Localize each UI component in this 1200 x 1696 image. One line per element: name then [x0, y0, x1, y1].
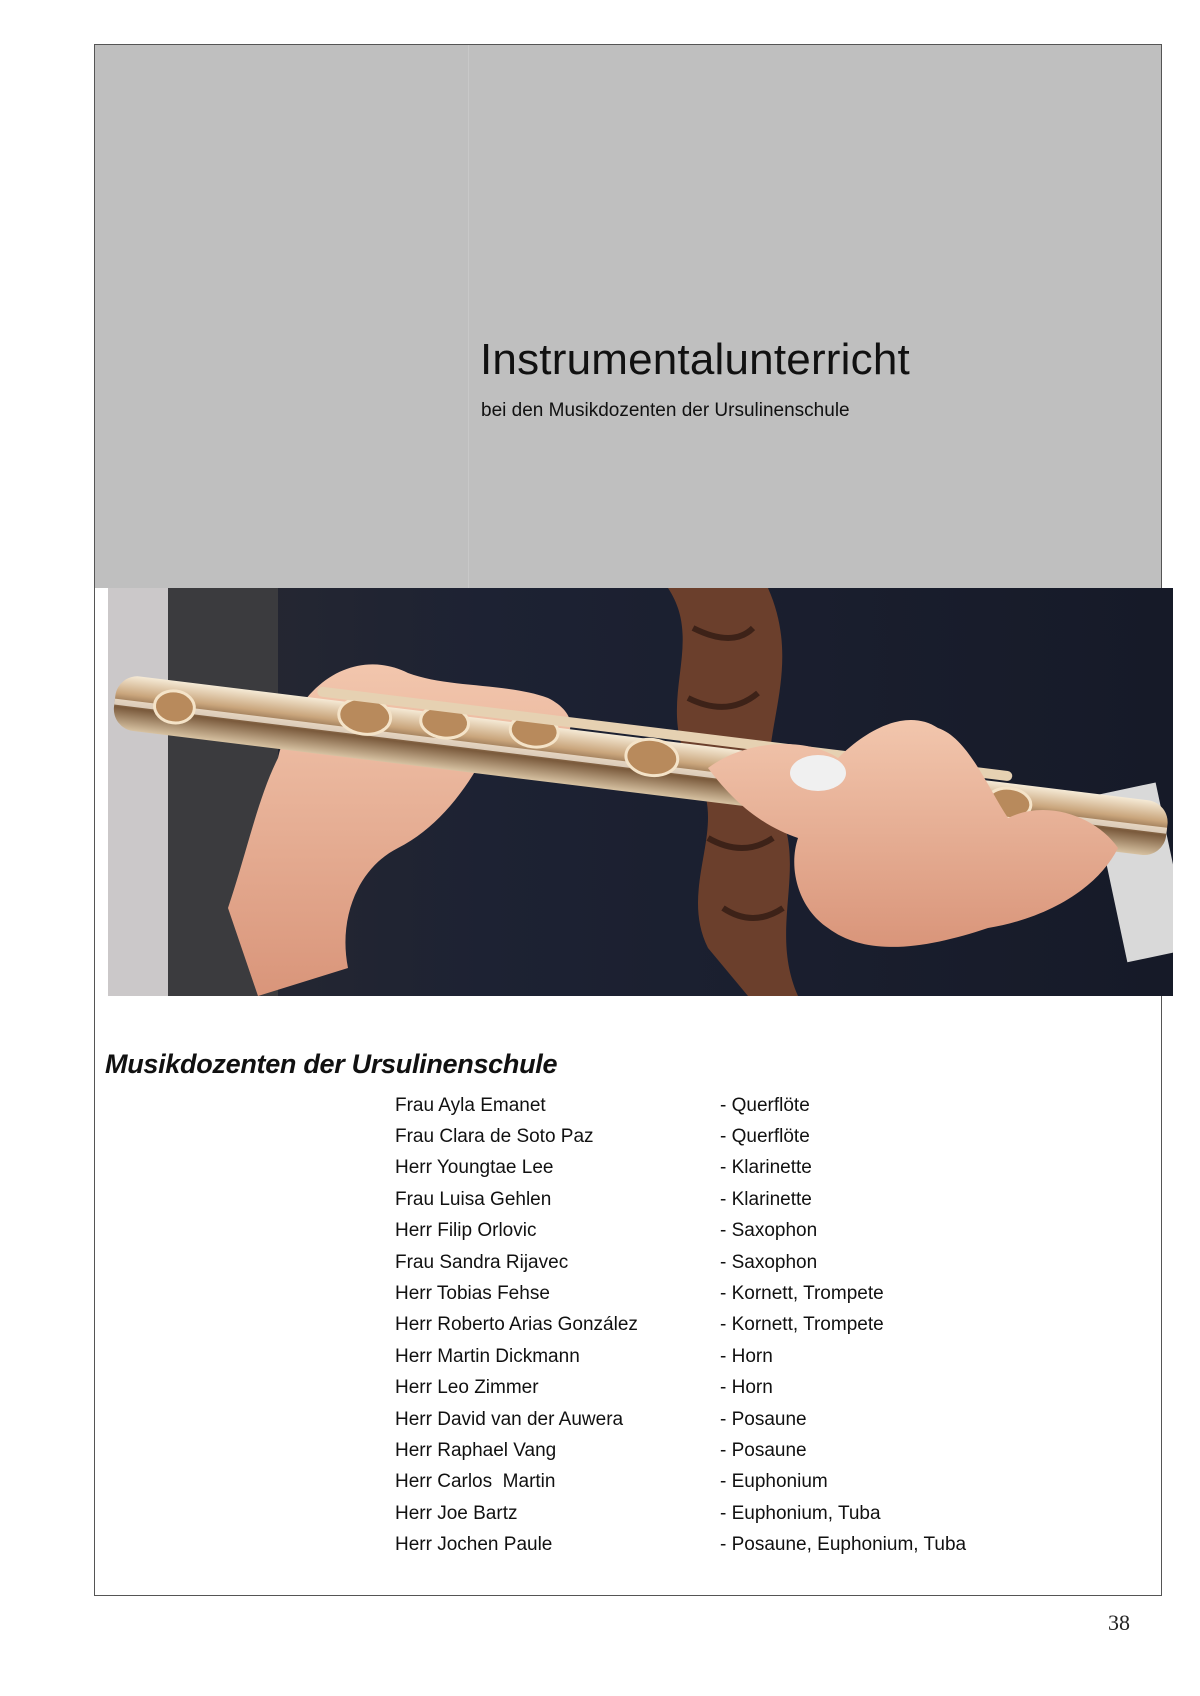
teacher-name: Herr Youngtae Lee [395, 1157, 554, 1179]
teacher-name: Frau Sandra Rijavec [395, 1251, 569, 1273]
teacher-instrument: - Horn [720, 1345, 773, 1367]
page-title: Instrumentalunterricht [480, 335, 910, 384]
list-item [395, 1529, 1075, 1560]
list-item [395, 1373, 1075, 1404]
list-item [395, 1121, 1075, 1152]
teacher-name: Frau Clara de Soto Paz [395, 1126, 594, 1148]
teacher-instrument: - Kornett, Trompete [720, 1283, 884, 1305]
hero-banner [95, 45, 1161, 588]
teacher-instrument: - Horn [720, 1377, 773, 1399]
list-item [395, 1153, 1075, 1184]
teacher-name: Herr Tobias Fehse [395, 1283, 550, 1305]
flute-photo [108, 588, 1173, 996]
teacher-instrument: - Saxophon [720, 1220, 818, 1242]
list-item [395, 1216, 1075, 1247]
section-heading: Musikdozenten der Ursulinenschule [105, 1049, 558, 1079]
teacher-instrument: - Querflöte [720, 1126, 810, 1148]
list-item [395, 1341, 1075, 1372]
teacher-name: Herr Carlos Martin [395, 1471, 556, 1493]
teacher-name: Frau Luisa Gehlen [395, 1188, 552, 1210]
teacher-instrument: - Saxophon [720, 1251, 818, 1273]
teacher-instrument: - Posaune, Euphonium, Tuba [720, 1534, 967, 1556]
page-number: 38 [1108, 1610, 1130, 1635]
teacher-instrument: - Klarinette [720, 1188, 812, 1210]
teacher-instrument: - Euphonium [720, 1471, 828, 1493]
teacher-instrument: - Posaune [720, 1408, 807, 1430]
list-item [395, 1467, 1075, 1498]
teacher-name: Herr Jochen Paule [395, 1534, 553, 1556]
list-item [395, 1498, 1075, 1529]
teacher-name: Herr David van der Auwera [395, 1408, 624, 1430]
teacher-name: Frau Ayla Emanet [395, 1094, 546, 1116]
teacher-list [395, 1090, 1075, 1561]
list-item [395, 1090, 1075, 1121]
teacher-instrument: - Kornett, Trompete [720, 1314, 884, 1336]
list-item [395, 1435, 1075, 1466]
teacher-instrument: - Euphonium, Tuba [720, 1502, 881, 1524]
list-item [395, 1278, 1075, 1309]
teacher-instrument: - Klarinette [720, 1157, 812, 1179]
page-frame [94, 44, 1162, 1596]
hero-divider [468, 45, 469, 588]
teacher-instrument: - Posaune [720, 1439, 807, 1461]
list-item [395, 1310, 1075, 1341]
teacher-name: Herr Leo Zimmer [395, 1377, 539, 1399]
list-item [395, 1184, 1075, 1215]
teacher-name: Herr Joe Bartz [395, 1502, 518, 1524]
teacher-name: Herr Roberto Arias González [395, 1314, 638, 1336]
teacher-name: Herr Raphael Vang [395, 1439, 557, 1461]
list-item [395, 1247, 1075, 1278]
list-item [395, 1404, 1075, 1435]
page-subtitle: bei den Musikdozenten der Ursulinenschule [481, 400, 850, 421]
teacher-name: Herr Martin Dickmann [395, 1345, 580, 1367]
teacher-name: Herr Filip Orlovic [395, 1220, 537, 1242]
teacher-instrument: - Querflöte [720, 1094, 810, 1116]
